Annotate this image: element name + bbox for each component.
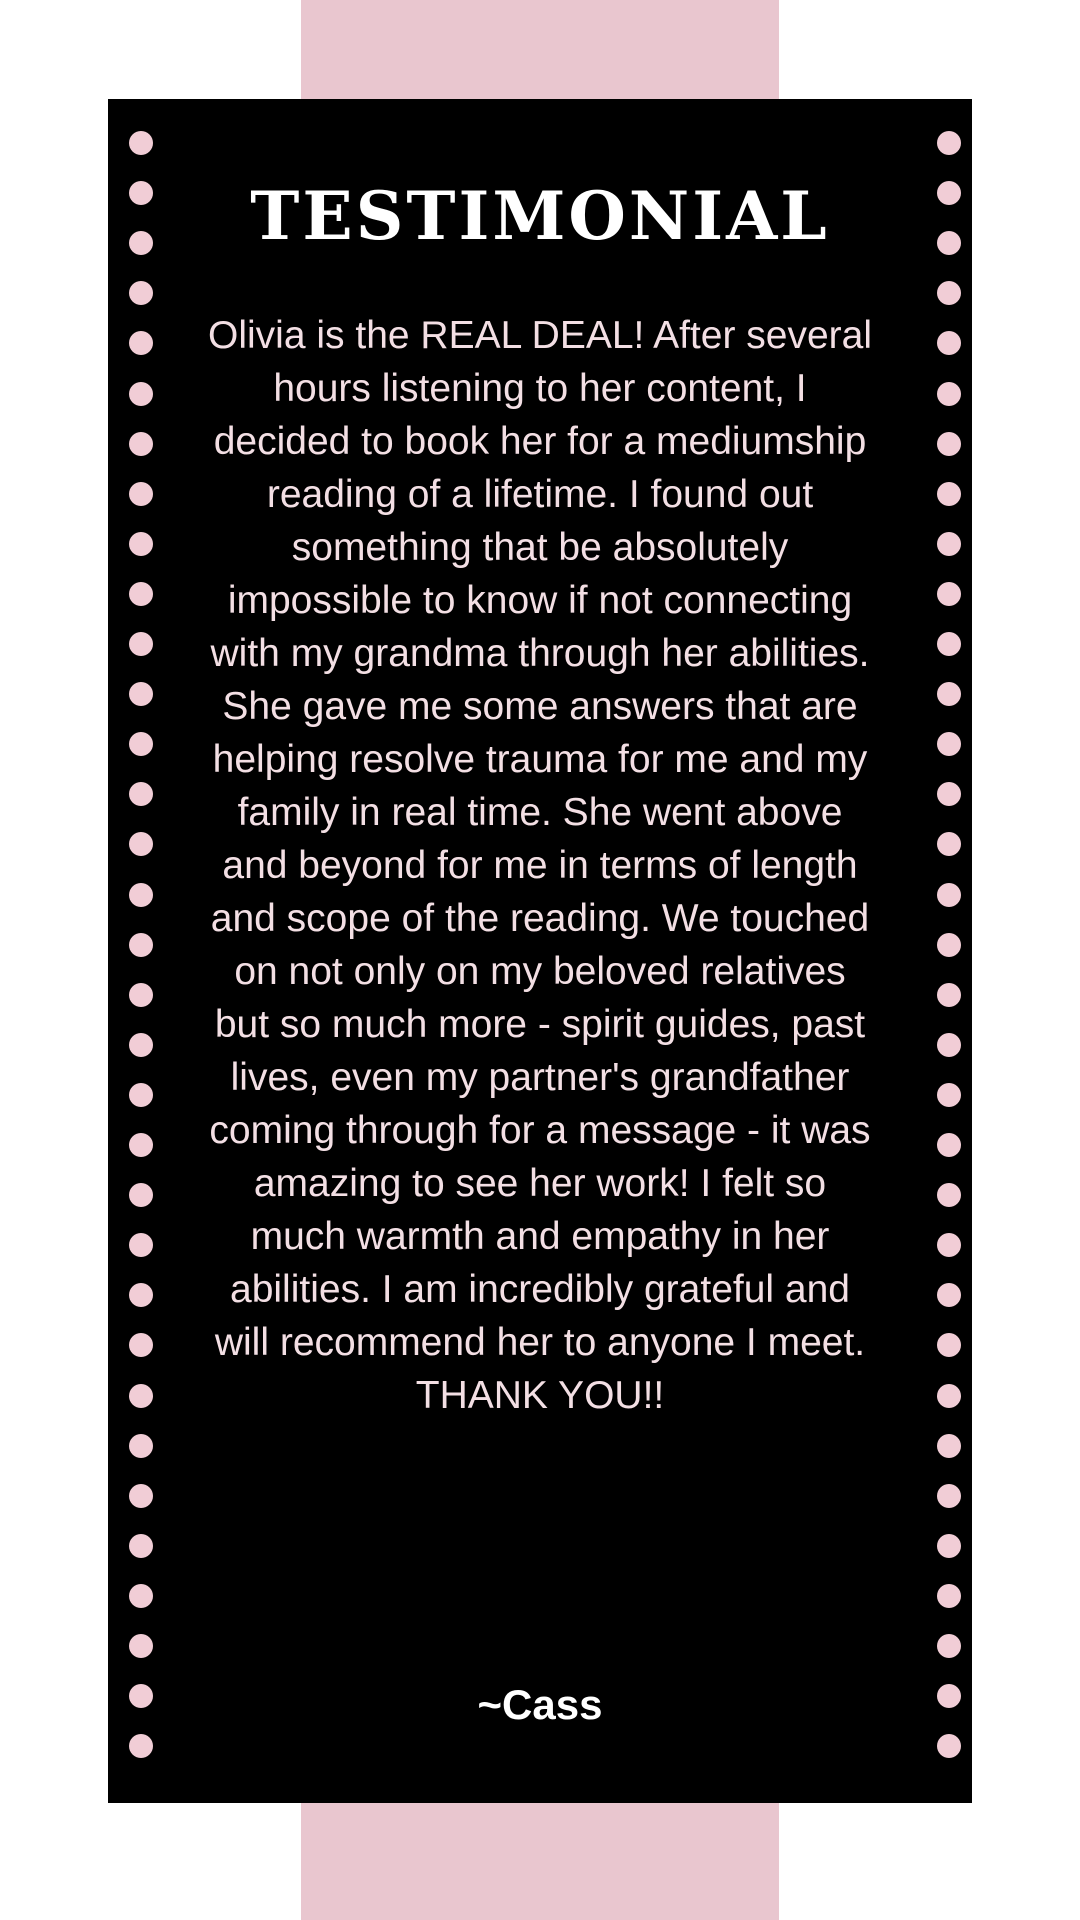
left-border-dot bbox=[129, 582, 153, 606]
right-border-dot bbox=[937, 933, 961, 957]
right-border-dot bbox=[937, 883, 961, 907]
left-border-dot bbox=[129, 782, 153, 806]
right-border-dot bbox=[937, 983, 961, 1007]
right-border-dot bbox=[937, 1484, 961, 1508]
right-border-dot bbox=[937, 482, 961, 506]
right-border-dot bbox=[937, 582, 961, 606]
left-border-dot bbox=[129, 832, 153, 856]
left-border-dot bbox=[129, 281, 153, 305]
left-border-dot bbox=[129, 983, 153, 1007]
right-border-dot bbox=[937, 1133, 961, 1157]
right-border-dot bbox=[937, 131, 961, 155]
left-border-dot bbox=[129, 482, 153, 506]
left-border-dot bbox=[129, 1233, 153, 1257]
right-border-dot bbox=[937, 782, 961, 806]
right-border-dot bbox=[937, 1534, 961, 1558]
right-border-dot bbox=[937, 632, 961, 656]
right-border-dot bbox=[937, 331, 961, 355]
left-border-dot bbox=[129, 682, 153, 706]
right-border-dot bbox=[937, 682, 961, 706]
right-border-dot bbox=[937, 382, 961, 406]
left-border-dot bbox=[129, 1133, 153, 1157]
left-border-dot bbox=[129, 1183, 153, 1207]
right-dot-border bbox=[936, 99, 962, 1803]
left-border-dot bbox=[129, 1484, 153, 1508]
left-border-dot bbox=[129, 331, 153, 355]
testimonial-title: TESTIMONIAL bbox=[250, 177, 830, 255]
right-border-dot bbox=[937, 432, 961, 456]
testimonial-card bbox=[108, 99, 972, 1803]
right-border-dot bbox=[937, 1333, 961, 1357]
left-border-dot bbox=[129, 532, 153, 556]
left-border-dot bbox=[129, 1434, 153, 1458]
right-border-dot bbox=[937, 1384, 961, 1408]
left-border-dot bbox=[129, 1534, 153, 1558]
right-border-dot bbox=[937, 1434, 961, 1458]
right-border-dot bbox=[937, 1033, 961, 1057]
left-border-dot bbox=[129, 131, 153, 155]
left-border-dot bbox=[129, 632, 153, 656]
left-border-dot bbox=[129, 1083, 153, 1107]
left-border-dot bbox=[129, 1584, 153, 1608]
right-border-dot bbox=[937, 832, 961, 856]
right-border-dot bbox=[937, 1233, 961, 1257]
left-border-dot bbox=[129, 382, 153, 406]
left-border-dot bbox=[129, 1283, 153, 1307]
left-border-dot bbox=[129, 732, 153, 756]
left-border-dot bbox=[129, 883, 153, 907]
left-border-dot bbox=[129, 1734, 153, 1758]
left-dot-border bbox=[128, 99, 154, 1803]
right-border-dot bbox=[937, 1183, 961, 1207]
left-border-dot bbox=[129, 432, 153, 456]
right-border-dot bbox=[937, 1634, 961, 1658]
left-border-dot bbox=[129, 1634, 153, 1658]
testimonial-body: Olivia is the REAL DEAL! After several hours listening to her content, I decided to book her for a mediumship reading of a lifetime. I found out something that be absolutely impossible to know if not connecting with my grandma through her abilities. She gave me some answers that are helping resolve trauma for me and my family in real time. She went above and beyond for me in terms of length and scope of the reading. We touched on not only on my beloved relatives but so much more - spirit guides, past lives, even my partner's grandfather coming through for a message - it was amazing to see her work! I felt so much warmth and empathy in her abilities. I am incredibly grateful and will recommend her to anyone I meet. THANK YOU!! bbox=[208, 314, 872, 1417]
left-border-dot bbox=[129, 933, 153, 957]
right-border-dot bbox=[937, 1283, 961, 1307]
left-border-dot bbox=[129, 1333, 153, 1357]
right-border-dot bbox=[937, 281, 961, 305]
right-border-dot bbox=[937, 1083, 961, 1107]
right-border-dot bbox=[937, 732, 961, 756]
testimonial-signature: ~Cass bbox=[477, 1681, 603, 1728]
right-border-dot bbox=[937, 532, 961, 556]
right-border-dot bbox=[937, 1734, 961, 1758]
right-border-dot bbox=[937, 1584, 961, 1608]
left-border-dot bbox=[129, 1033, 153, 1057]
left-border-dot bbox=[129, 1384, 153, 1408]
